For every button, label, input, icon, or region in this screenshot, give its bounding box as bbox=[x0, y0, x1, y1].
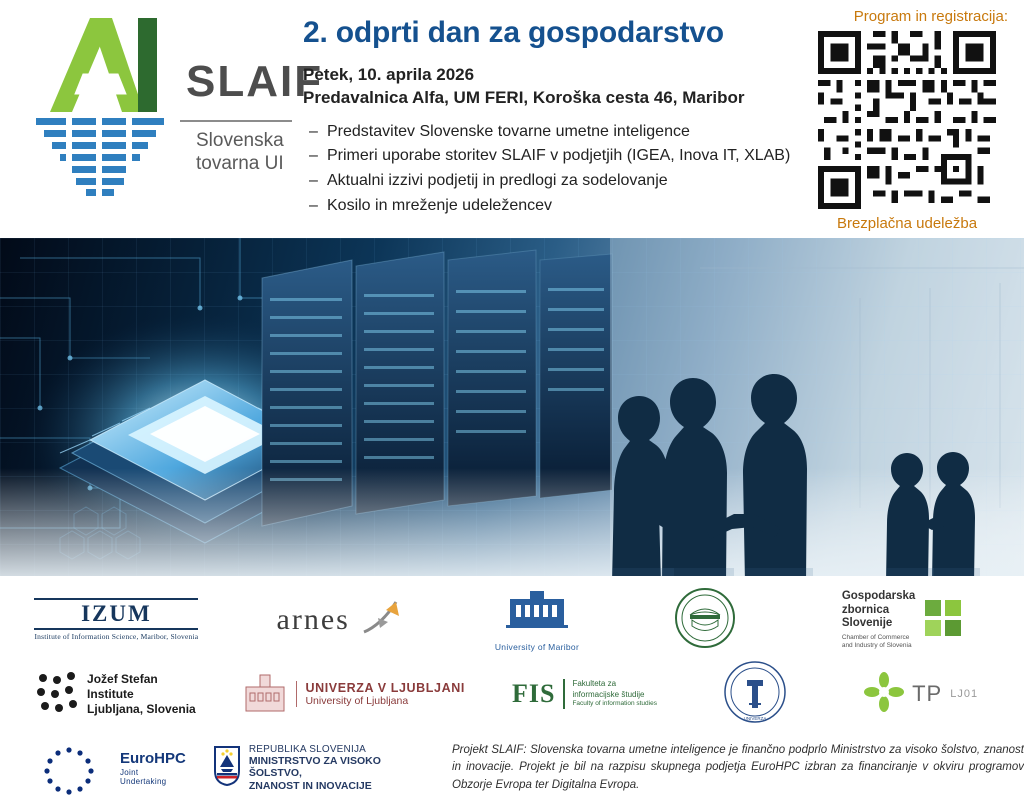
sponsor-univerza-v-mariboru-seal bbox=[645, 587, 765, 654]
registration-block bbox=[804, 8, 1010, 232]
logo-subtitle-line2: tovarna UI bbox=[196, 152, 284, 174]
eu-flag-icon bbox=[26, 740, 112, 796]
gzs-line2: zbornica bbox=[841, 603, 890, 616]
ministry-line2: MINISTRSTVO ZA VISOKO ŠOLSTVO, bbox=[248, 754, 381, 780]
izum-name: IZUM bbox=[81, 600, 152, 626]
logo-subtitle-line1: Slovenska bbox=[196, 130, 284, 151]
logo-wordmark: SLAIF bbox=[186, 57, 324, 106]
university-of-ljubljana-icon bbox=[242, 669, 288, 720]
ministry-line1: REPUBLIKA SLOVENIJA bbox=[248, 743, 367, 755]
eurohpc-line2: Joint Undertaking bbox=[120, 767, 167, 786]
gzs-line3: Slovenije bbox=[841, 616, 893, 629]
gzs-mark-icon bbox=[923, 598, 963, 643]
ministry-logo bbox=[212, 744, 430, 793]
sponsor-univerzitetna-knjiznica bbox=[700, 660, 810, 729]
sponsor-arnes bbox=[249, 598, 429, 643]
university-of-maribor-icon bbox=[506, 589, 568, 640]
sponsor-university-of-ljubljana bbox=[239, 669, 469, 720]
gzs-sub2: and Industry of Slovenia bbox=[841, 641, 912, 649]
sponsor-row-1 bbox=[0, 576, 1024, 650]
list-item: – Aktualni izzivi podjetij in predlogi za sodelovanje bbox=[303, 169, 823, 194]
footer-inner bbox=[0, 732, 1024, 804]
hero-illustration bbox=[0, 238, 1024, 576]
fis-sub3: Faculty of information studies bbox=[572, 700, 657, 708]
fis-name: FIS bbox=[511, 679, 556, 708]
sponsor-row-2 bbox=[0, 650, 1024, 724]
ul-line1: UNIVERZA V LJUBLJANI bbox=[305, 680, 465, 695]
hero-image bbox=[0, 238, 1024, 576]
arnes-mark-icon bbox=[358, 598, 402, 643]
eurohpc-text bbox=[120, 751, 186, 786]
gzs-sub1: Chamber of Commerce bbox=[841, 634, 910, 642]
sponsor-izum bbox=[16, 598, 216, 642]
university-of-maribor-label: University of Maribor bbox=[494, 641, 580, 652]
izum-subtitle: Institute of Information Science, Maribor, Slovenia bbox=[34, 632, 199, 642]
library-seal-icon bbox=[723, 660, 787, 729]
arnes-name: arnes bbox=[276, 603, 350, 636]
logo-divider bbox=[180, 120, 292, 122]
jsi-line1: Jožef Stefan bbox=[87, 671, 158, 686]
event-venue: Predavalnica Alfa, UM FERI, Koroška cesta 46, Maribor bbox=[303, 87, 745, 107]
logo-waves-icon bbox=[36, 118, 164, 200]
qr-code-icon[interactable] bbox=[818, 31, 996, 209]
sponsor-university-of-maribor bbox=[462, 589, 612, 652]
fis-sub2: informacijske študije bbox=[572, 689, 645, 699]
footer bbox=[0, 724, 1024, 800]
ministry-text bbox=[249, 744, 430, 793]
qr-free-entry-label: Brezplačna udeležba bbox=[836, 215, 978, 232]
eurohpc-line1: EuroHPC bbox=[120, 749, 186, 767]
sponsor-fis bbox=[484, 679, 684, 709]
list-item: – Predstavitev Slovenske tovarne umetne inteligence bbox=[303, 120, 823, 145]
eurohpc-logo bbox=[26, 740, 186, 796]
sponsor-jozef-stefan-institute bbox=[8, 670, 223, 719]
page-title: 2. odprti dan za gospodarstvo bbox=[303, 16, 724, 49]
slaif-logo bbox=[28, 12, 324, 202]
event-date: Petek, 10. aprila 2026 bbox=[303, 64, 475, 84]
sponsor-gzs bbox=[798, 590, 1008, 649]
tp-name: TP bbox=[912, 681, 943, 706]
tp-flower-icon bbox=[864, 672, 904, 717]
sponsor-tehnoloski-park bbox=[826, 672, 1016, 717]
funding-note: Projekt SLAIF: Slovenska tovarna umetne inteligence je finančno podprlo Ministrstvo za visoko šolstvo, znanost in inovacije. Projekt je bil na razpisu skupnega podjetja EuroHPC izbran za financiranje v okviru programov Obzorje Evropa ter Digitalna Evropa. bbox=[452, 744, 1024, 791]
ministry-line3: ZNANOST IN INOVACIJE bbox=[248, 779, 372, 792]
sponsor-logos bbox=[0, 576, 1024, 809]
event-info bbox=[303, 16, 823, 219]
slovenia-coat-of-arms-icon bbox=[212, 745, 242, 792]
svg-text:UNIVERZA: UNIVERZA bbox=[743, 715, 767, 721]
ul-line2: University of Ljubljana bbox=[305, 695, 409, 708]
jsi-dots-icon bbox=[35, 670, 79, 719]
qr-caption: Program in registracija: bbox=[853, 8, 1008, 25]
tp-sub: LJ01 bbox=[950, 688, 979, 700]
fis-sub1: Fakulteta za bbox=[572, 679, 617, 689]
university-seal-icon bbox=[674, 587, 736, 654]
list-item: – Primeri uporabe storitev SLAIF v podjetjih (IGEA, Inova IT, XLAB) bbox=[303, 144, 823, 169]
jsi-line2: Institute bbox=[87, 686, 134, 701]
ai-monogram-icon bbox=[38, 12, 168, 117]
poster-header bbox=[0, 0, 1024, 238]
list-item: – Kosilo in mreženje udeležencev bbox=[303, 194, 823, 219]
agenda-list bbox=[303, 120, 823, 219]
logo-subtitle bbox=[196, 130, 284, 176]
jsi-line3: Ljubljana, Slovenia bbox=[87, 701, 196, 716]
gzs-line1: Gospodarska bbox=[841, 590, 916, 603]
